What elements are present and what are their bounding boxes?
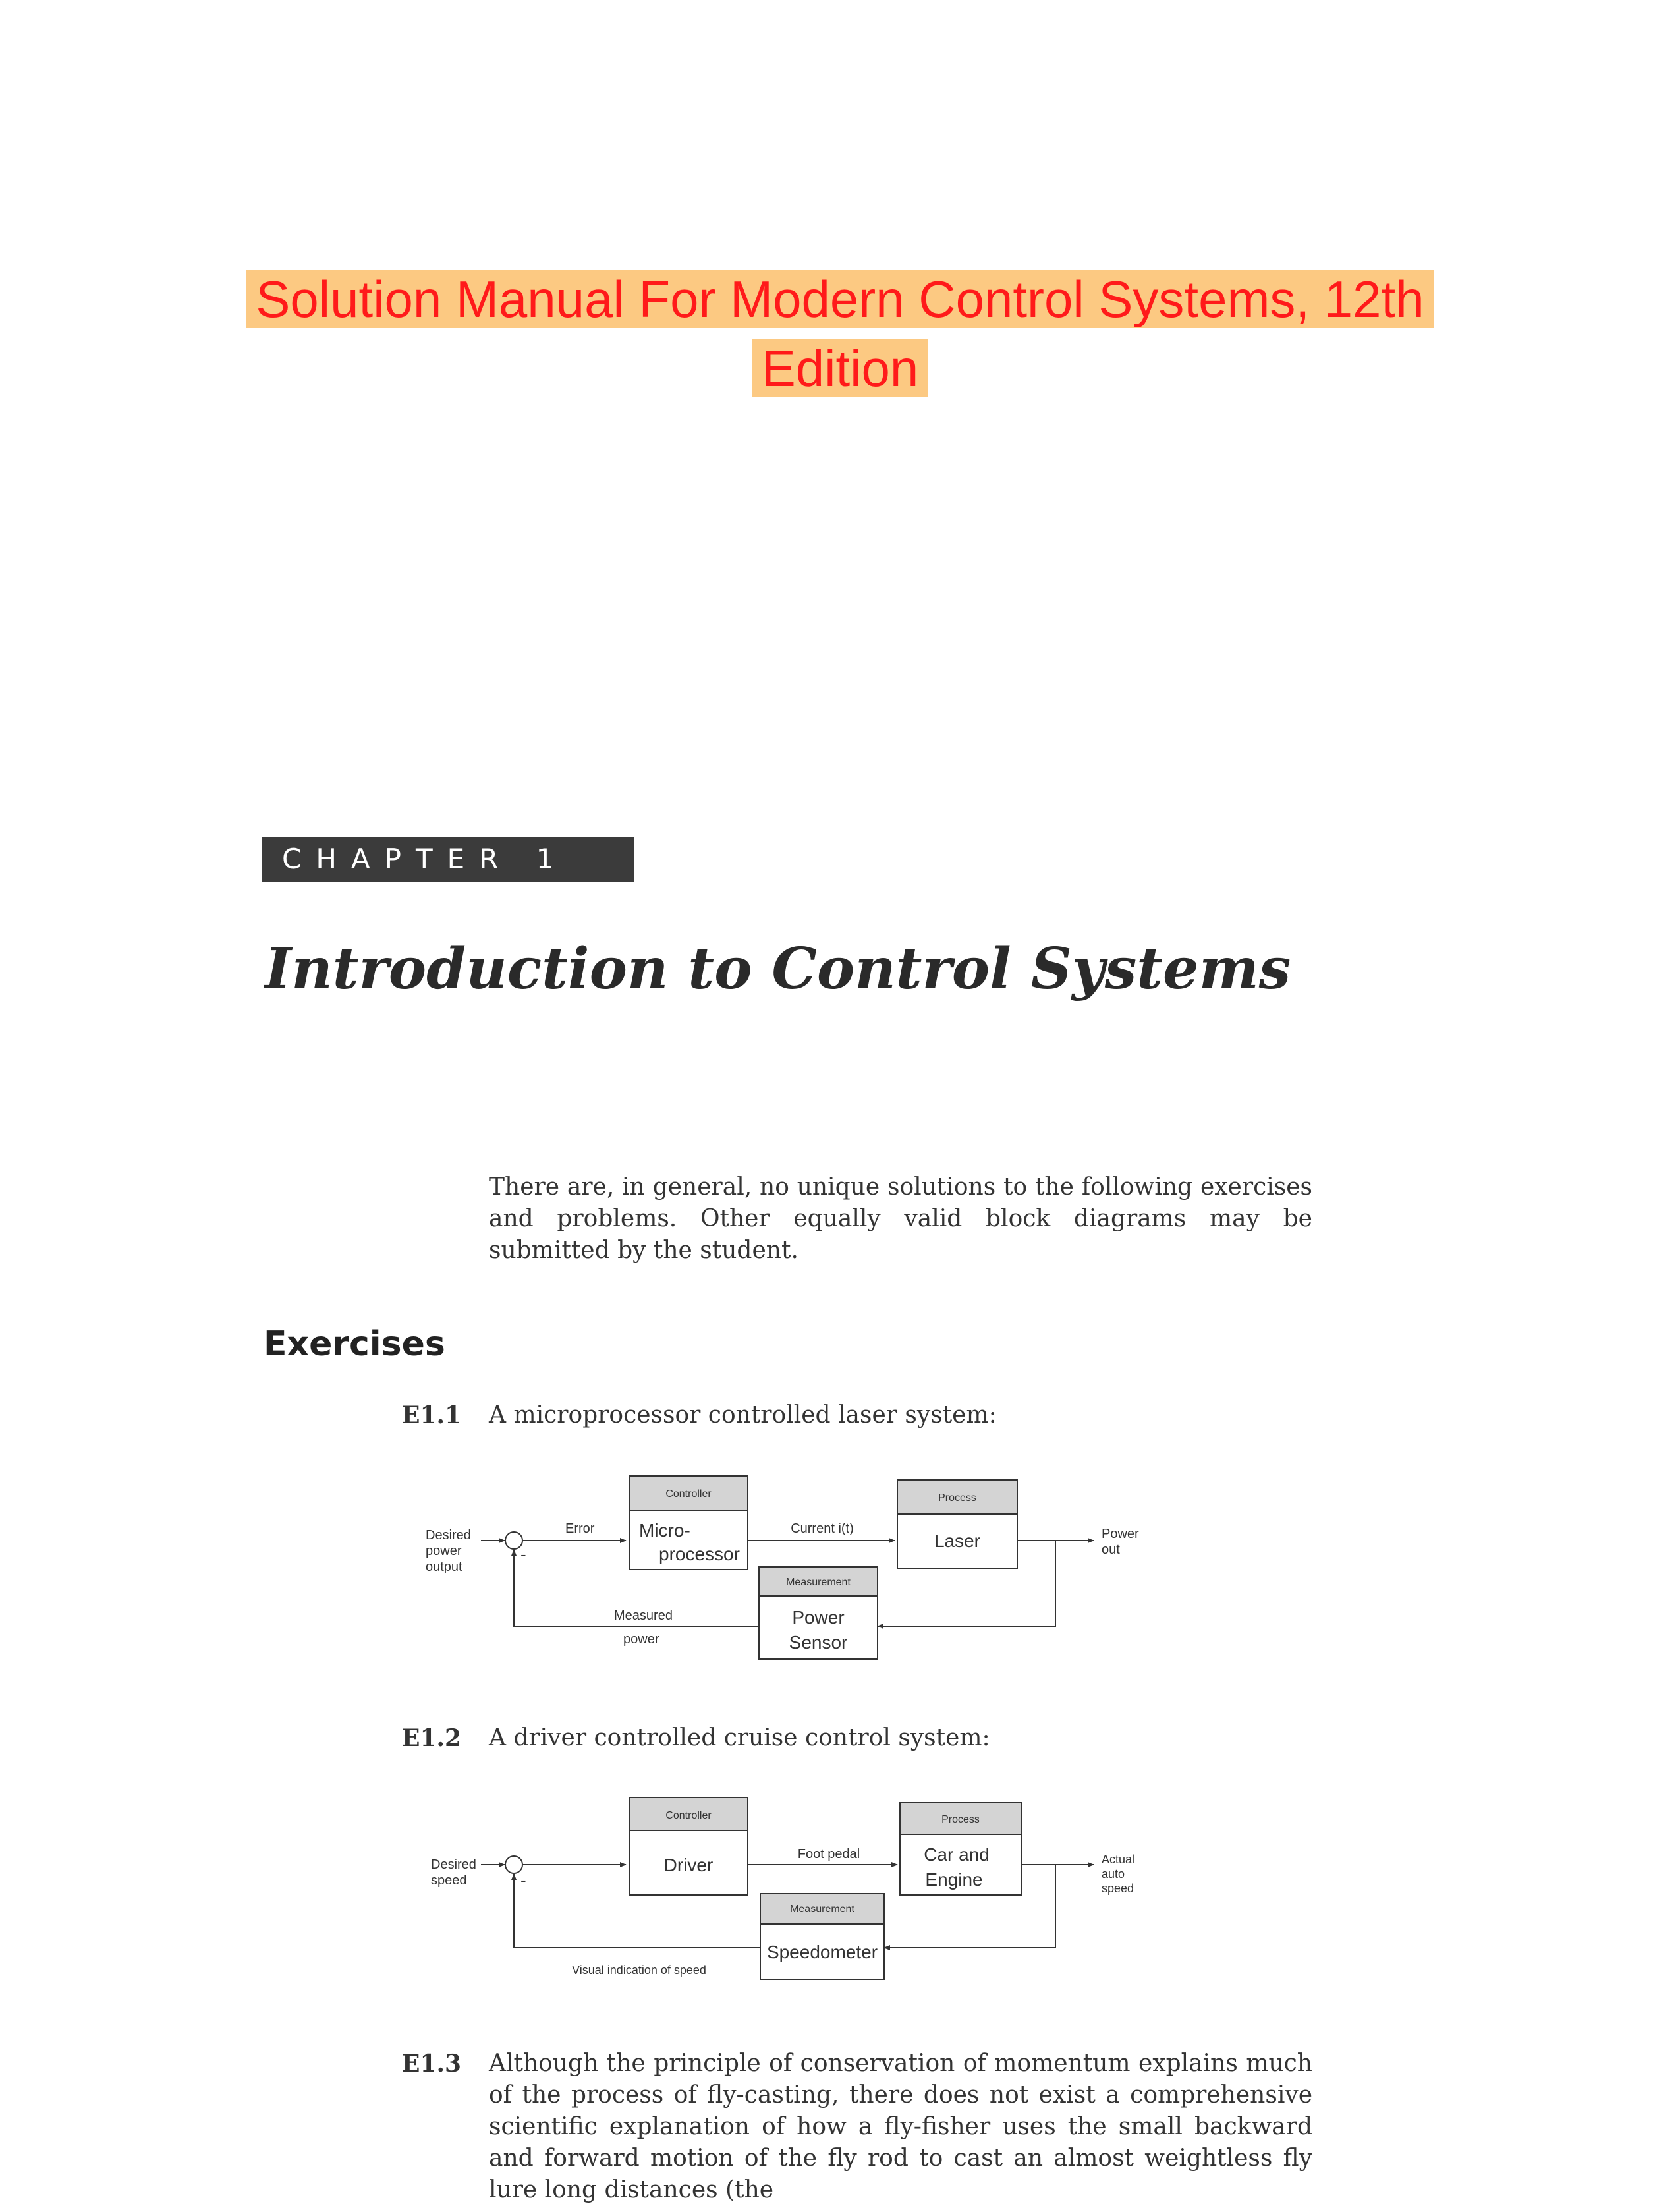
exercise-number: E1.1 [402,1401,462,1429]
exercise-text: A driver controlled cruise control system: [489,1724,990,1751]
signal-label: Current i(t) [791,1521,854,1536]
signal-label: Foot pedal [797,1847,860,1861]
output-label: out [1102,1542,1120,1557]
controller-name: Driver [663,1855,714,1875]
exercise-text: Although the principle of conservation of momentum explains much of the process of fly-casting, there does not exist a comprehensive scientific explanation of how a fly-fisher uses the small backward and forward motion of the fly rod to cast an almost weightless fly lure long distances (the [489,2050,1312,2203]
output-label: speed [1102,1882,1134,1895]
controller-name: processor [659,1544,740,1564]
chapter-title: Introduction to Control Systems [265,936,1291,1002]
measurement-name: Speedometer [766,1942,878,1962]
exercise-e1-1 [402,1400,1312,1431]
minus-sign: - [520,1870,526,1890]
measurement-name: Sensor [789,1632,848,1653]
process-name: Engine [925,1869,983,1890]
exercise-e1-2 [402,1722,1312,1754]
measurement-category: Measurement [786,1577,851,1588]
controller-name: Micro- [639,1520,690,1541]
exercise-number: E1.3 [402,2050,462,2078]
feedback-label: Visual indication of speed [572,1964,706,1977]
measurement-name: Power [792,1607,845,1627]
controller-category: Controller [665,1488,712,1500]
intro-paragraph: There are, in general, no unique solutions to the following exercises and problems. Other equally valid block diagrams may be submitted by the student. [489,1174,1312,1264]
document-banner [233,265,1447,403]
exercise-number: E1.2 [402,1724,462,1752]
input-label: Desired [431,1857,476,1872]
process-category: Process [941,1814,980,1825]
exercise-e1-3 [402,2048,1312,2206]
minus-sign: - [520,1544,526,1564]
block-diagram-svg [422,1468,1160,1672]
banner-title: Solution Manual For Modern Control Systems, 12th Edition [246,270,1433,397]
process-name: Laser [934,1531,981,1551]
block-diagram-e1-1 [422,1468,1160,1675]
measurement-category: Measurement [790,1904,854,1915]
output-label: Actual [1102,1853,1135,1866]
section-heading: Exercises [264,1324,445,1364]
block-diagram-e1-2 [422,1796,1160,1996]
input-label: power [426,1544,462,1558]
input-label: speed [431,1873,467,1888]
input-label: Desired [426,1528,471,1542]
chapter-label: CHAPTER 1 [262,837,634,882]
output-label: Power [1102,1527,1139,1541]
input-label: output [426,1560,462,1574]
controller-category: Controller [665,1810,712,1821]
process-category: Process [938,1492,976,1504]
block-diagram-svg [422,1796,1160,1994]
error-label: Error [565,1521,595,1536]
output-label: auto [1102,1867,1125,1881]
feedback-label: power [623,1632,659,1647]
process-name: Car and [924,1844,990,1865]
exercise-text: A microprocessor controlled laser system: [489,1401,997,1428]
feedback-label: Measured [614,1608,673,1623]
